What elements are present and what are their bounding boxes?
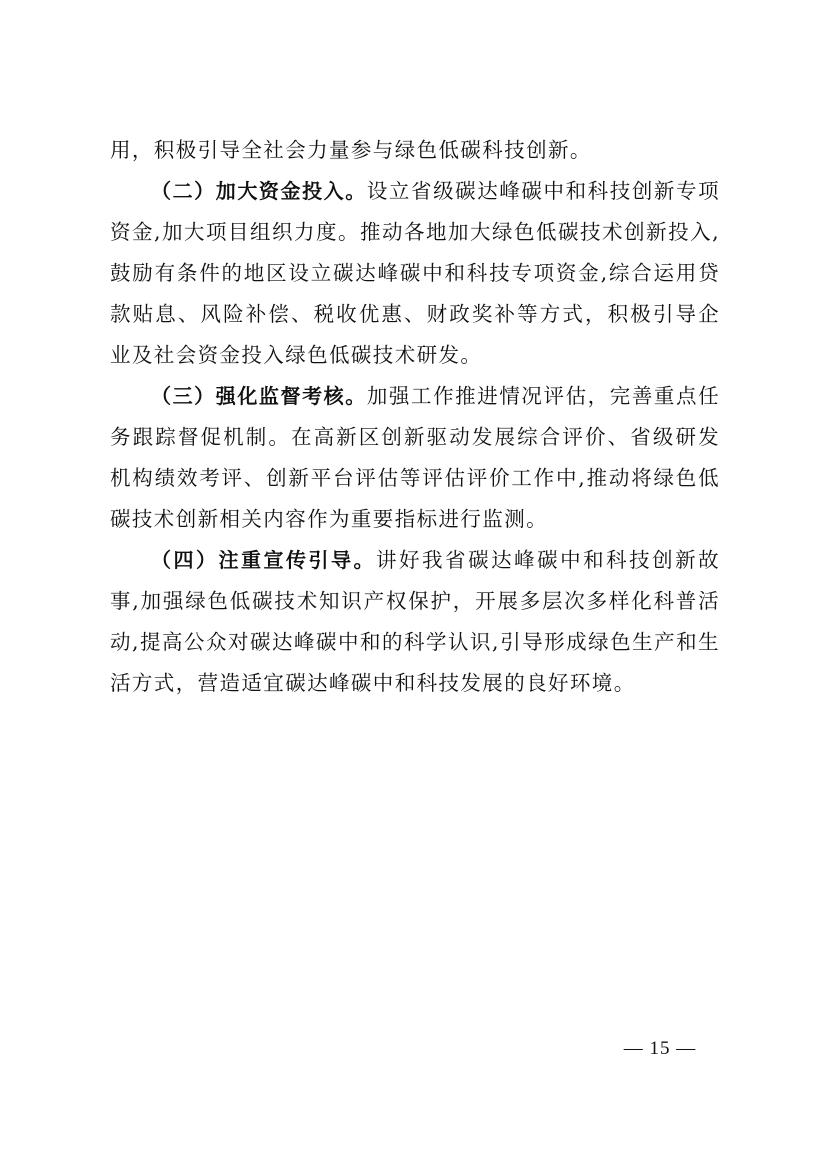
paragraph-funding	[110, 171, 720, 376]
paragraph-text: 用，积极引导全社会力量参与绿色低碳科技创新。	[110, 138, 592, 162]
paragraph-supervision	[110, 376, 720, 540]
paragraph-publicity	[110, 540, 720, 704]
paragraph-text: 设立省级碳达峰碳中和科技创新专项资金,加大项目组织力度。推动各地加大绿色低碳技术创新投入,鼓励有条件的地区设立碳达峰碳中和科技专项资金,综合运用贷款贴息、风险补偿、税收优惠、财政奖补等方式，积极引导企业及社会资金投入绿色低碳技术研发。	[110, 179, 720, 367]
paragraph-continuation	[110, 130, 720, 171]
paragraph-text: 讲好我省碳达峰碳中和科技创新故事,加强绿色低碳技术知识产权保护，开展多层次多样化科普活动,提高公众对碳达峰碳中和的科学认识,引导形成绿色生产和生活方式，营造适宜碳达峰碳中和科技发展的良好环境。	[110, 548, 721, 695]
section-heading-funding: （二）加大资金投入。	[151, 179, 367, 203]
paragraph-text: 加强工作推进情况评估，完善重点任务跟踪督促机制。在高新区创新驱动发展综合评价、省级研发机构绩效考评、创新平台评估等评估评价工作中,推动将绿色低碳技术创新相关内容作为重要指标进行监测。	[110, 384, 720, 531]
section-heading-publicity: （四）注重宣传引导。	[151, 548, 377, 572]
page-number: — 15 —	[623, 1038, 697, 1059]
section-heading-supervision: （三）强化监督考核。	[151, 384, 367, 408]
document-body	[110, 130, 720, 704]
